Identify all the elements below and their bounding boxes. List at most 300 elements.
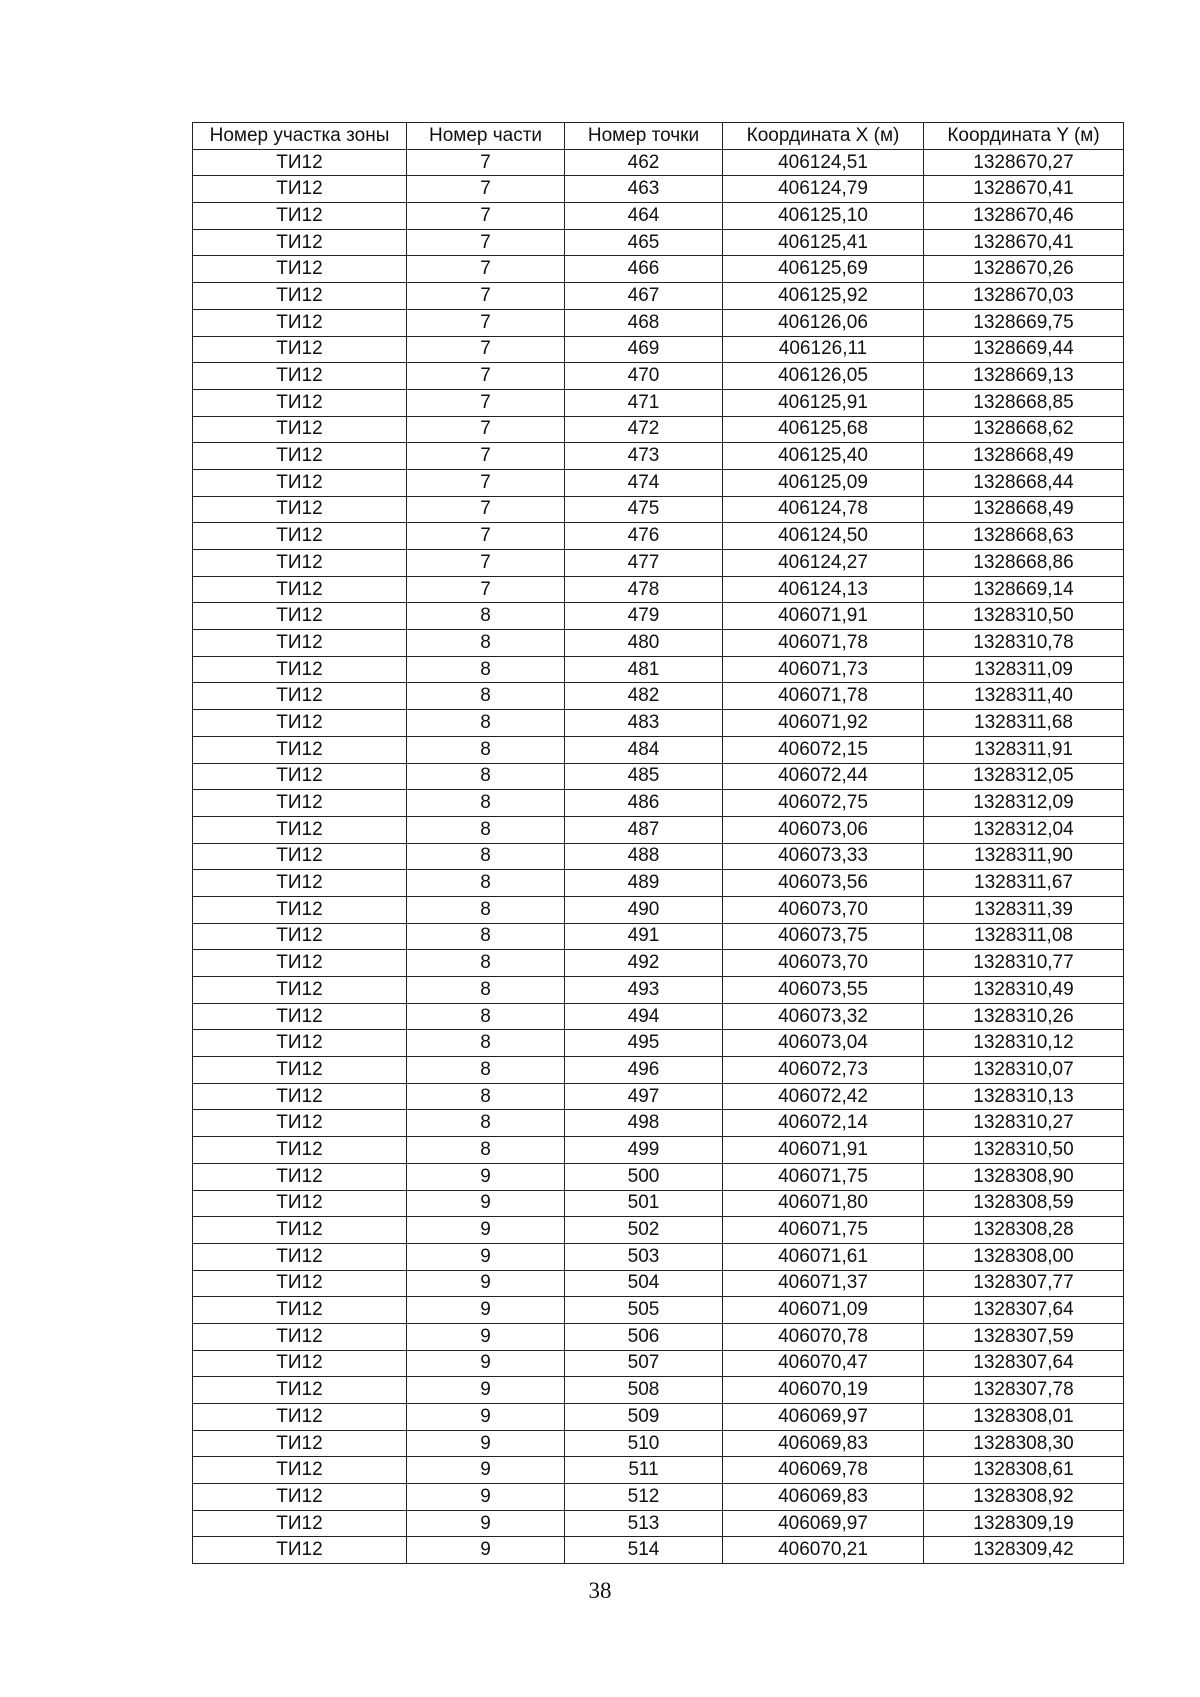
cell-zone-section: ТИ12 xyxy=(193,1057,407,1084)
cell-coordinate-y: 1328668,63 xyxy=(924,523,1124,550)
cell-zone-section: ТИ12 xyxy=(193,1350,407,1377)
cell-part-number: 9 xyxy=(407,1217,565,1244)
cell-point-number: 482 xyxy=(565,683,723,710)
cell-point-number: 485 xyxy=(565,763,723,790)
cell-part-number: 8 xyxy=(407,763,565,790)
cell-coordinate-y: 1328310,78 xyxy=(924,630,1124,657)
cell-point-number: 501 xyxy=(565,1190,723,1217)
cell-zone-section: ТИ12 xyxy=(193,736,407,763)
cell-coordinate-x: 406069,83 xyxy=(723,1484,924,1511)
cell-point-number: 507 xyxy=(565,1350,723,1377)
cell-zone-section: ТИ12 xyxy=(193,1110,407,1137)
cell-coordinate-y: 1328311,91 xyxy=(924,736,1124,763)
cell-point-number: 465 xyxy=(565,229,723,256)
page-number: 38 xyxy=(588,1578,612,1603)
cell-point-number: 508 xyxy=(565,1377,723,1404)
cell-part-number: 8 xyxy=(407,1083,565,1110)
cell-zone-section: ТИ12 xyxy=(193,496,407,523)
cell-point-number: 472 xyxy=(565,416,723,443)
table-row xyxy=(193,496,1124,523)
cell-part-number: 7 xyxy=(407,149,565,176)
table-row xyxy=(193,1537,1124,1564)
cell-coordinate-y: 1328310,49 xyxy=(924,977,1124,1004)
cell-part-number: 7 xyxy=(407,229,565,256)
cell-part-number: 8 xyxy=(407,870,565,897)
table-row xyxy=(193,1163,1124,1190)
table-header xyxy=(193,123,1124,150)
cell-zone-section: ТИ12 xyxy=(193,443,407,470)
cell-zone-section: ТИ12 xyxy=(193,1457,407,1484)
cell-part-number: 8 xyxy=(407,977,565,1004)
table-row xyxy=(193,229,1124,256)
cell-coordinate-x: 406124,79 xyxy=(723,176,924,203)
cell-zone-section: ТИ12 xyxy=(193,1430,407,1457)
cell-coordinate-y: 1328312,04 xyxy=(924,816,1124,843)
table-row xyxy=(193,1137,1124,1164)
cell-part-number: 7 xyxy=(407,363,565,390)
cell-point-number: 497 xyxy=(565,1083,723,1110)
cell-point-number: 513 xyxy=(565,1510,723,1537)
table-row xyxy=(193,1510,1124,1537)
cell-zone-section: ТИ12 xyxy=(193,283,407,310)
cell-coordinate-y: 1328309,19 xyxy=(924,1510,1124,1537)
cell-coordinate-y: 1328670,41 xyxy=(924,229,1124,256)
table-row xyxy=(193,896,1124,923)
cell-coordinate-x: 406073,75 xyxy=(723,923,924,950)
cell-coordinate-x: 406125,68 xyxy=(723,416,924,443)
table-row xyxy=(193,630,1124,657)
cell-part-number: 8 xyxy=(407,950,565,977)
cell-coordinate-x: 406125,69 xyxy=(723,256,924,283)
cell-coordinate-y: 1328668,49 xyxy=(924,443,1124,470)
table-row xyxy=(193,176,1124,203)
cell-coordinate-y: 1328668,49 xyxy=(924,496,1124,523)
cell-point-number: 486 xyxy=(565,790,723,817)
header-row xyxy=(193,123,1124,150)
cell-coordinate-x: 406071,75 xyxy=(723,1163,924,1190)
cell-point-number: 498 xyxy=(565,1110,723,1137)
table-row xyxy=(193,1190,1124,1217)
header-part-number: Номер части xyxy=(407,123,565,150)
cell-coordinate-y: 1328311,68 xyxy=(924,710,1124,737)
cell-point-number: 506 xyxy=(565,1323,723,1350)
cell-coordinate-y: 1328311,39 xyxy=(924,896,1124,923)
header-zone-section: Номер участка зоны xyxy=(193,123,407,150)
cell-coordinate-y: 1328668,86 xyxy=(924,550,1124,577)
cell-zone-section: ТИ12 xyxy=(193,763,407,790)
cell-coordinate-y: 1328308,01 xyxy=(924,1404,1124,1431)
cell-coordinate-x: 406070,21 xyxy=(723,1537,924,1564)
cell-coordinate-y: 1328310,50 xyxy=(924,1137,1124,1164)
cell-coordinate-y: 1328307,78 xyxy=(924,1377,1124,1404)
table-row xyxy=(193,1057,1124,1084)
cell-coordinate-y: 1328670,27 xyxy=(924,149,1124,176)
cell-coordinate-x: 406071,78 xyxy=(723,683,924,710)
cell-part-number: 8 xyxy=(407,1137,565,1164)
cell-coordinate-y: 1328312,09 xyxy=(924,790,1124,817)
cell-part-number: 8 xyxy=(407,736,565,763)
cell-coordinate-y: 1328308,00 xyxy=(924,1243,1124,1270)
cell-coordinate-x: 406073,55 xyxy=(723,977,924,1004)
cell-point-number: 478 xyxy=(565,576,723,603)
cell-point-number: 475 xyxy=(565,496,723,523)
cell-point-number: 510 xyxy=(565,1430,723,1457)
cell-point-number: 499 xyxy=(565,1137,723,1164)
cell-point-number: 503 xyxy=(565,1243,723,1270)
cell-part-number: 8 xyxy=(407,1003,565,1030)
cell-point-number: 495 xyxy=(565,1030,723,1057)
cell-coordinate-y: 1328668,62 xyxy=(924,416,1124,443)
cell-zone-section: ТИ12 xyxy=(193,1404,407,1431)
cell-coordinate-y: 1328310,26 xyxy=(924,1003,1124,1030)
cell-part-number: 9 xyxy=(407,1430,565,1457)
cell-coordinate-y: 1328311,67 xyxy=(924,870,1124,897)
cell-coordinate-y: 1328311,90 xyxy=(924,843,1124,870)
cell-coordinate-x: 406073,70 xyxy=(723,950,924,977)
cell-coordinate-y: 1328670,46 xyxy=(924,203,1124,230)
cell-point-number: 512 xyxy=(565,1484,723,1511)
cell-zone-section: ТИ12 xyxy=(193,896,407,923)
cell-part-number: 9 xyxy=(407,1270,565,1297)
cell-part-number: 9 xyxy=(407,1243,565,1270)
cell-part-number: 8 xyxy=(407,656,565,683)
cell-part-number: 9 xyxy=(407,1537,565,1564)
cell-point-number: 473 xyxy=(565,443,723,470)
cell-coordinate-y: 1328669,13 xyxy=(924,363,1124,390)
cell-part-number: 8 xyxy=(407,630,565,657)
cell-coordinate-x: 406126,11 xyxy=(723,336,924,363)
cell-coordinate-x: 406124,27 xyxy=(723,550,924,577)
table-row xyxy=(193,1083,1124,1110)
cell-point-number: 489 xyxy=(565,870,723,897)
cell-zone-section: ТИ12 xyxy=(193,630,407,657)
table-row xyxy=(193,256,1124,283)
cell-part-number: 9 xyxy=(407,1323,565,1350)
cell-zone-section: ТИ12 xyxy=(193,363,407,390)
table-row xyxy=(193,710,1124,737)
cell-point-number: 514 xyxy=(565,1537,723,1564)
cell-point-number: 492 xyxy=(565,950,723,977)
table-row xyxy=(193,203,1124,230)
table-row xyxy=(193,683,1124,710)
coordinates-table xyxy=(192,122,1124,1564)
cell-zone-section: ТИ12 xyxy=(193,256,407,283)
cell-part-number: 7 xyxy=(407,443,565,470)
cell-coordinate-x: 406125,10 xyxy=(723,203,924,230)
table-row xyxy=(193,389,1124,416)
cell-point-number: 500 xyxy=(565,1163,723,1190)
cell-part-number: 7 xyxy=(407,550,565,577)
table-row xyxy=(193,1323,1124,1350)
cell-part-number: 9 xyxy=(407,1510,565,1537)
cell-part-number: 8 xyxy=(407,1110,565,1137)
cell-coordinate-y: 1328310,12 xyxy=(924,1030,1124,1057)
cell-coordinate-x: 406071,91 xyxy=(723,603,924,630)
cell-coordinate-y: 1328308,61 xyxy=(924,1457,1124,1484)
cell-point-number: 462 xyxy=(565,149,723,176)
cell-coordinate-y: 1328668,44 xyxy=(924,469,1124,496)
cell-point-number: 481 xyxy=(565,656,723,683)
cell-point-number: 480 xyxy=(565,630,723,657)
cell-coordinate-x: 406071,09 xyxy=(723,1297,924,1324)
cell-zone-section: ТИ12 xyxy=(193,1377,407,1404)
cell-zone-section: ТИ12 xyxy=(193,550,407,577)
table-row xyxy=(193,1217,1124,1244)
cell-coordinate-y: 1328669,14 xyxy=(924,576,1124,603)
cell-part-number: 7 xyxy=(407,203,565,230)
table-row xyxy=(193,656,1124,683)
cell-zone-section: ТИ12 xyxy=(193,603,407,630)
cell-coordinate-x: 406072,15 xyxy=(723,736,924,763)
cell-part-number: 8 xyxy=(407,603,565,630)
cell-coordinate-x: 406072,44 xyxy=(723,763,924,790)
cell-part-number: 9 xyxy=(407,1163,565,1190)
table-row xyxy=(193,603,1124,630)
table-row xyxy=(193,1030,1124,1057)
cell-coordinate-x: 406073,56 xyxy=(723,870,924,897)
table-row xyxy=(193,1484,1124,1511)
cell-coordinate-y: 1328669,75 xyxy=(924,309,1124,336)
cell-coordinate-y: 1328310,07 xyxy=(924,1057,1124,1084)
cell-zone-section: ТИ12 xyxy=(193,1003,407,1030)
table-row xyxy=(193,1350,1124,1377)
cell-point-number: 487 xyxy=(565,816,723,843)
cell-point-number: 509 xyxy=(565,1404,723,1431)
table-row xyxy=(193,576,1124,603)
cell-coordinate-x: 406073,33 xyxy=(723,843,924,870)
cell-point-number: 493 xyxy=(565,977,723,1004)
cell-point-number: 502 xyxy=(565,1217,723,1244)
cell-zone-section: ТИ12 xyxy=(193,309,407,336)
cell-point-number: 491 xyxy=(565,923,723,950)
cell-point-number: 476 xyxy=(565,523,723,550)
table-row xyxy=(193,977,1124,1004)
cell-coordinate-y: 1328307,77 xyxy=(924,1270,1124,1297)
cell-coordinate-y: 1328670,41 xyxy=(924,176,1124,203)
table-body xyxy=(193,149,1124,1563)
cell-coordinate-x: 406071,73 xyxy=(723,656,924,683)
cell-zone-section: ТИ12 xyxy=(193,1137,407,1164)
cell-coordinate-x: 406071,61 xyxy=(723,1243,924,1270)
cell-part-number: 7 xyxy=(407,309,565,336)
table-row xyxy=(193,1430,1124,1457)
cell-coordinate-x: 406125,09 xyxy=(723,469,924,496)
cell-zone-section: ТИ12 xyxy=(193,1297,407,1324)
table-row xyxy=(193,443,1124,470)
table-row xyxy=(193,736,1124,763)
cell-part-number: 7 xyxy=(407,176,565,203)
table-row xyxy=(193,469,1124,496)
cell-zone-section: ТИ12 xyxy=(193,176,407,203)
cell-coordinate-y: 1328311,08 xyxy=(924,923,1124,950)
cell-coordinate-y: 1328670,03 xyxy=(924,283,1124,310)
cell-point-number: 466 xyxy=(565,256,723,283)
cell-zone-section: ТИ12 xyxy=(193,336,407,363)
cell-zone-section: ТИ12 xyxy=(193,1270,407,1297)
cell-zone-section: ТИ12 xyxy=(193,229,407,256)
cell-part-number: 8 xyxy=(407,896,565,923)
cell-zone-section: ТИ12 xyxy=(193,950,407,977)
cell-coordinate-x: 406124,78 xyxy=(723,496,924,523)
table-row xyxy=(193,283,1124,310)
cell-coordinate-y: 1328310,50 xyxy=(924,603,1124,630)
cell-coordinate-x: 406071,91 xyxy=(723,1137,924,1164)
cell-point-number: 471 xyxy=(565,389,723,416)
cell-zone-section: ТИ12 xyxy=(193,416,407,443)
cell-point-number: 488 xyxy=(565,843,723,870)
cell-coordinate-y: 1328307,64 xyxy=(924,1350,1124,1377)
cell-part-number: 7 xyxy=(407,576,565,603)
cell-coordinate-x: 406070,47 xyxy=(723,1350,924,1377)
cell-part-number: 8 xyxy=(407,790,565,817)
cell-zone-section: ТИ12 xyxy=(193,923,407,950)
header-coordinate-x: Координата X (м) xyxy=(723,123,924,150)
cell-part-number: 7 xyxy=(407,283,565,310)
cell-zone-section: ТИ12 xyxy=(193,1510,407,1537)
cell-coordinate-x: 406069,97 xyxy=(723,1510,924,1537)
cell-part-number: 8 xyxy=(407,1030,565,1057)
cell-part-number: 8 xyxy=(407,710,565,737)
cell-coordinate-x: 406124,51 xyxy=(723,149,924,176)
cell-zone-section: ТИ12 xyxy=(193,816,407,843)
cell-zone-section: ТИ12 xyxy=(193,1484,407,1511)
cell-point-number: 496 xyxy=(565,1057,723,1084)
cell-coordinate-x: 406071,80 xyxy=(723,1190,924,1217)
cell-point-number: 469 xyxy=(565,336,723,363)
cell-zone-section: ТИ12 xyxy=(193,977,407,1004)
header-coordinate-y: Координата Y (м) xyxy=(924,123,1124,150)
cell-coordinate-x: 406125,40 xyxy=(723,443,924,470)
table-row xyxy=(193,1110,1124,1137)
cell-zone-section: ТИ12 xyxy=(193,149,407,176)
cell-zone-section: ТИ12 xyxy=(193,1190,407,1217)
table-row xyxy=(193,1404,1124,1431)
cell-part-number: 7 xyxy=(407,256,565,283)
cell-zone-section: ТИ12 xyxy=(193,1243,407,1270)
table-row xyxy=(193,523,1124,550)
table-row xyxy=(193,363,1124,390)
cell-point-number: 483 xyxy=(565,710,723,737)
cell-coordinate-y: 1328310,27 xyxy=(924,1110,1124,1137)
cell-coordinate-x: 406069,78 xyxy=(723,1457,924,1484)
cell-zone-section: ТИ12 xyxy=(193,1217,407,1244)
cell-coordinate-x: 406124,13 xyxy=(723,576,924,603)
cell-zone-section: ТИ12 xyxy=(193,656,407,683)
cell-point-number: 464 xyxy=(565,203,723,230)
cell-coordinate-y: 1328307,64 xyxy=(924,1297,1124,1324)
cell-point-number: 505 xyxy=(565,1297,723,1324)
cell-part-number: 8 xyxy=(407,816,565,843)
cell-coordinate-x: 406072,42 xyxy=(723,1083,924,1110)
cell-part-number: 8 xyxy=(407,843,565,870)
cell-point-number: 494 xyxy=(565,1003,723,1030)
table-row xyxy=(193,843,1124,870)
cell-coordinate-x: 406071,78 xyxy=(723,630,924,657)
table-row xyxy=(193,1243,1124,1270)
table-row xyxy=(193,309,1124,336)
cell-coordinate-x: 406070,19 xyxy=(723,1377,924,1404)
cell-coordinate-y: 1328312,05 xyxy=(924,763,1124,790)
cell-part-number: 7 xyxy=(407,336,565,363)
cell-part-number: 9 xyxy=(407,1404,565,1431)
cell-coordinate-x: 406126,05 xyxy=(723,363,924,390)
cell-zone-section: ТИ12 xyxy=(193,1163,407,1190)
cell-zone-section: ТИ12 xyxy=(193,1537,407,1564)
cell-point-number: 479 xyxy=(565,603,723,630)
cell-coordinate-y: 1328310,77 xyxy=(924,950,1124,977)
cell-part-number: 9 xyxy=(407,1297,565,1324)
cell-coordinate-y: 1328308,90 xyxy=(924,1163,1124,1190)
cell-coordinate-x: 406072,14 xyxy=(723,1110,924,1137)
cell-part-number: 7 xyxy=(407,496,565,523)
cell-coordinate-x: 406125,41 xyxy=(723,229,924,256)
cell-coordinate-y: 1328307,59 xyxy=(924,1323,1124,1350)
table-row xyxy=(193,1297,1124,1324)
table-row xyxy=(193,550,1124,577)
cell-zone-section: ТИ12 xyxy=(193,710,407,737)
cell-coordinate-x: 406071,92 xyxy=(723,710,924,737)
cell-coordinate-x: 406124,50 xyxy=(723,523,924,550)
cell-coordinate-y: 1328311,40 xyxy=(924,683,1124,710)
cell-coordinate-x: 406069,97 xyxy=(723,1404,924,1431)
cell-coordinate-x: 406070,78 xyxy=(723,1323,924,1350)
cell-coordinate-x: 406072,75 xyxy=(723,790,924,817)
cell-coordinate-y: 1328308,92 xyxy=(924,1484,1124,1511)
cell-point-number: 484 xyxy=(565,736,723,763)
table-row xyxy=(193,1377,1124,1404)
cell-zone-section: ТИ12 xyxy=(193,469,407,496)
cell-zone-section: ТИ12 xyxy=(193,870,407,897)
cell-coordinate-x: 406073,70 xyxy=(723,896,924,923)
cell-point-number: 470 xyxy=(565,363,723,390)
cell-coordinate-y: 1328309,42 xyxy=(924,1537,1124,1564)
cell-coordinate-x: 406126,06 xyxy=(723,309,924,336)
cell-zone-section: ТИ12 xyxy=(193,1083,407,1110)
table-row xyxy=(193,870,1124,897)
cell-zone-section: ТИ12 xyxy=(193,843,407,870)
cell-zone-section: ТИ12 xyxy=(193,389,407,416)
cell-point-number: 467 xyxy=(565,283,723,310)
cell-part-number: 8 xyxy=(407,1057,565,1084)
cell-coordinate-y: 1328668,85 xyxy=(924,389,1124,416)
cell-point-number: 477 xyxy=(565,550,723,577)
cell-coordinate-y: 1328669,44 xyxy=(924,336,1124,363)
cell-zone-section: ТИ12 xyxy=(193,1030,407,1057)
cell-coordinate-x: 406073,06 xyxy=(723,816,924,843)
cell-coordinate-y: 1328310,13 xyxy=(924,1083,1124,1110)
cell-zone-section: ТИ12 xyxy=(193,576,407,603)
cell-coordinate-x: 406071,37 xyxy=(723,1270,924,1297)
cell-point-number: 511 xyxy=(565,1457,723,1484)
table-row xyxy=(193,763,1124,790)
cell-zone-section: ТИ12 xyxy=(193,1323,407,1350)
table-row xyxy=(193,149,1124,176)
table-row xyxy=(193,1270,1124,1297)
table-row xyxy=(193,336,1124,363)
cell-part-number: 9 xyxy=(407,1190,565,1217)
cell-point-number: 463 xyxy=(565,176,723,203)
cell-part-number: 7 xyxy=(407,389,565,416)
cell-part-number: 7 xyxy=(407,469,565,496)
cell-part-number: 9 xyxy=(407,1350,565,1377)
cell-part-number: 8 xyxy=(407,923,565,950)
table-row xyxy=(193,790,1124,817)
cell-coordinate-x: 406071,75 xyxy=(723,1217,924,1244)
cell-zone-section: ТИ12 xyxy=(193,203,407,230)
cell-part-number: 7 xyxy=(407,523,565,550)
cell-coordinate-x: 406072,73 xyxy=(723,1057,924,1084)
cell-coordinate-y: 1328308,59 xyxy=(924,1190,1124,1217)
